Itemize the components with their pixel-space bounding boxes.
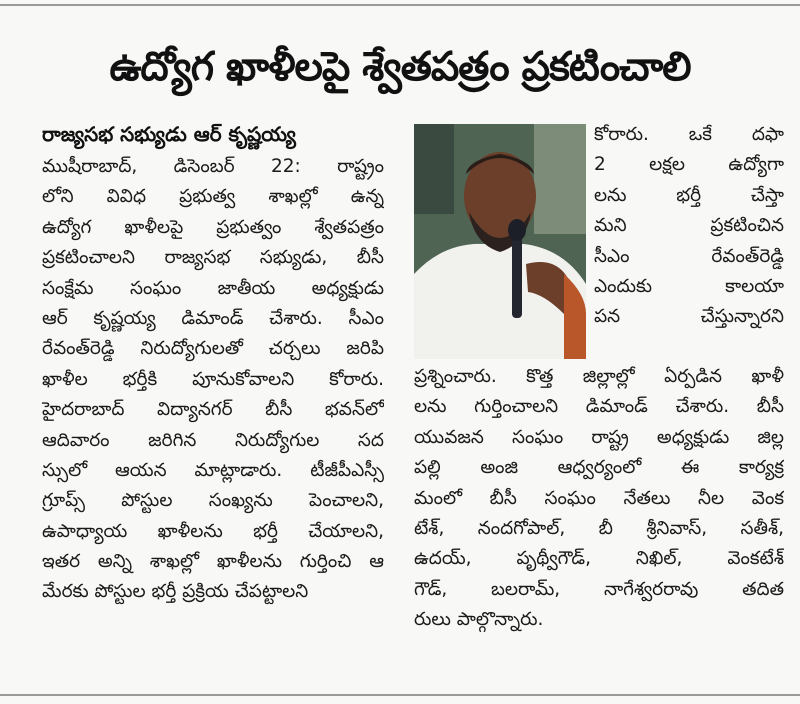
text-line: ఇతర అన్ని శాఖల్లో ఖాళీలను గుర్తించి ఆ	[42, 551, 384, 573]
text-line: లను గుర్తించాలని డిమాండ్ చేశారు. బీసీ	[414, 396, 784, 418]
text-line: ఉదయ్, పృథ్వీగౌడ్, నిఖిల్, వెంకటేశ్	[414, 548, 784, 570]
text-line: ఆదివారం జరిగిన నిరుద్యోగుల సద	[42, 429, 384, 451]
text-line: పల్లి అంజి ఆధ్వర్యంలో ఈ కార్యక్ర	[414, 457, 784, 479]
right-top-column	[594, 120, 784, 333]
photo-of-speaker	[414, 124, 586, 359]
right-bottom-column	[414, 362, 784, 636]
text-line: గౌడ్, బలరామ్, నాగేశ్వరరావు తదిత	[414, 578, 784, 600]
text-line: ఉద్యోగ ఖాళీలపై ప్రభుత్వం శ్వేతపత్రం	[42, 216, 384, 238]
text-line: రేవంత్‌రెడ్డి నిరుద్యోగులతో చర్చలు జరిపి	[42, 338, 384, 360]
text-line: 2 లక్షల ఉద్యోగా	[594, 154, 784, 176]
text-line: మని ప్రకటించిన	[594, 215, 784, 237]
text-line: గ్రూప్స్ పోస్టుల సంఖ్యను పెంచాలని,	[42, 490, 384, 512]
bottom-divider	[0, 694, 800, 696]
text-line: పన చేస్తున్నారని	[594, 306, 784, 328]
text-line: ఎందుకు కాలయా	[594, 275, 784, 297]
text-line: స్సులో ఆయన మాట్లాడారు. టీజీపీఎస్సీ	[42, 459, 384, 481]
text-line: ఉపాధ్యాయ ఖాళీలను భర్తీ చేయాలని,	[42, 520, 384, 542]
text-line: రులు పాల్గొన్నారు.	[414, 609, 544, 631]
text-line: సీఎం రేవంత్‌రెడ్డి	[594, 245, 784, 267]
text-line: హైదరాబాద్ విద్యానగర్ బీసీ భవన్‌లో	[42, 399, 384, 421]
headline: ఉద్యోగ ఖాళీలపై శ్వేతపత్రం ప్రకటించాలి	[109, 44, 691, 90]
text-line: సంక్షేమ సంఘం జాతీయ అధ్యక్షుడు	[42, 277, 384, 299]
text-line: కోరారు. ఒకే దఫా	[594, 124, 784, 145]
text-line: ప్రకటించాలని రాజ్యసభ సభ్యుడు, బీసీ	[42, 247, 384, 269]
text-line: లోని వివిధ ప్రభుత్వ శాఖల్లో ఉన్న	[42, 186, 384, 208]
text-line: యువజన సంఘం రాష్ట్ర అధ్యక్షుడు జిల్ల	[414, 426, 784, 448]
top-divider	[0, 4, 800, 6]
text-line: టేశ్, నందగోపాల్, బీ శ్రీనివాస్, సతీశ్,	[414, 517, 784, 539]
text-line: ప్రశ్నించారు. కొత్త జిల్లాల్లో ఏర్పడిన ఖాళీ	[414, 366, 784, 387]
text-line: మంలో బీసీ సంఘం నేతలు నీల వెంక	[414, 487, 784, 509]
speaker-photo-icon	[414, 124, 586, 359]
text-line: ఆర్ కృష్ణయ్య డిమాండ్ చేశారు. సీఎం	[42, 307, 384, 329]
text-line: లను భర్తీ చేస్తా	[594, 184, 784, 206]
text-line: ముషీరాబాద్, డిసెంబర్ 22: రాష్ట్రం	[42, 156, 384, 177]
text-line: ఖాళీల భర్తీకి పూనుకోవాలని కోరారు.	[42, 368, 384, 390]
left-column	[42, 152, 384, 608]
text-line: మేరకు పోస్టుల భర్తీ ప్రక్రియ చేపట్టాలని	[42, 581, 309, 603]
subheadline: రాజ్యసభ సభ్యుడు ఆర్ కృష్ణయ్య	[42, 122, 296, 146]
